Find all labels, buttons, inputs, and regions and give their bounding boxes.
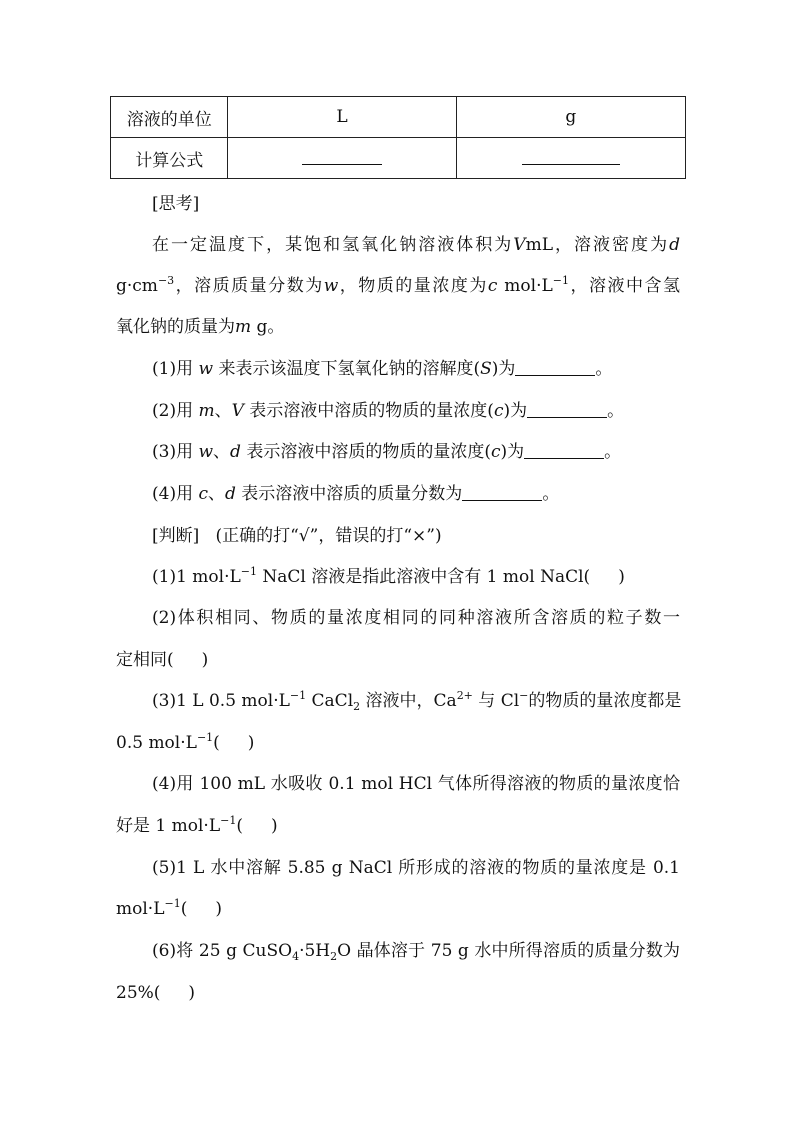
text: 与 Cl	[472, 691, 520, 711]
row-label: 溶液的单位	[111, 97, 228, 138]
table-row	[111, 138, 686, 179]
judge-item-3-line2	[116, 732, 254, 754]
superscript: −1	[196, 731, 214, 744]
answer-blank	[302, 146, 382, 165]
row-label: 计算公式	[111, 138, 228, 179]
text: 0.5 mol·L	[116, 733, 197, 753]
text: 25%(	[116, 983, 161, 1003]
text: 好是 1 mol·L	[116, 816, 221, 836]
answer-blank	[515, 359, 595, 376]
var: c	[198, 484, 209, 504]
question-1	[152, 358, 612, 380]
text: 。	[607, 401, 625, 421]
text: 。	[542, 484, 560, 504]
text: (3)用	[152, 442, 199, 462]
text: (	[213, 733, 220, 753]
think-para-line1	[152, 234, 680, 256]
superscript: −1	[552, 274, 569, 287]
think-para-line2	[116, 275, 680, 297]
judge-note: (正确的打“√”，错误的打“×”)	[215, 526, 442, 546]
var: w	[198, 442, 214, 462]
think-heading: [思考]	[152, 194, 200, 214]
text: 定相同(	[116, 650, 174, 670]
text: mol·L	[116, 899, 165, 919]
var: V	[231, 401, 244, 421]
judge-item-4-line2	[116, 815, 278, 837]
answer-blank	[524, 442, 604, 459]
judge-item-1	[152, 566, 625, 588]
text: )	[215, 899, 222, 919]
superscript: −	[519, 689, 529, 702]
text: )	[618, 567, 625, 587]
text: )	[201, 650, 209, 670]
units-table	[110, 96, 686, 179]
var: c	[490, 442, 501, 462]
cell-col2: g	[456, 97, 685, 138]
judge-item-3-line1	[152, 690, 680, 712]
subscript: 2	[330, 950, 338, 963]
var: w	[323, 276, 339, 296]
text: mL，溶液密度为	[525, 235, 670, 255]
text: ，溶液中含氢	[569, 276, 681, 296]
text: 表示溶液中溶质的质量分数为	[235, 484, 463, 504]
superscript: −1	[164, 897, 181, 910]
text: 。	[604, 442, 622, 462]
text: 。	[595, 359, 613, 379]
question-2	[152, 400, 624, 422]
superscript: −3	[157, 274, 175, 287]
judge-item-6-line1	[152, 940, 680, 962]
var: c	[487, 276, 498, 296]
text: (	[180, 899, 188, 919]
judge-heading-line	[152, 525, 442, 547]
text: 、	[208, 484, 226, 504]
text: 表示溶液中溶质的物质的量浓度(	[243, 401, 494, 421]
text: CaCl	[306, 691, 354, 711]
cell-col1: L	[228, 97, 456, 138]
var: w	[198, 359, 214, 379]
text: ，溶质质量分数为	[174, 276, 324, 296]
text: )为	[503, 401, 528, 421]
text: ，物质的量浓度为	[338, 276, 488, 296]
text: (1)用	[152, 359, 199, 379]
text: )	[188, 983, 196, 1003]
text: 溶液中，Ca	[360, 691, 457, 711]
subscript: 4	[292, 950, 300, 963]
formula-blank-1	[228, 138, 456, 179]
text: 在一定温度下，某饱和氢氧化钠溶液体积为	[152, 235, 514, 255]
text: (3)1 L 0.5 mol·L	[152, 691, 290, 711]
text: (2)用	[152, 401, 199, 421]
text: 、	[214, 401, 232, 421]
var: S	[480, 359, 492, 379]
judge-item-5-line1: (5)1 L 水中溶解 5.85 g NaCl 所形成的溶液的物质的量浓度是 0.1	[152, 858, 680, 878]
superscript: 2+	[456, 689, 473, 702]
text: )	[247, 733, 255, 753]
var: V	[513, 235, 526, 255]
text: 来表示该温度下氢氧化钠的溶解度(	[213, 359, 481, 379]
judge-item-5-line2	[116, 898, 222, 920]
text: (1)1 mol·L	[152, 567, 241, 587]
text: 表示溶液中溶质的物质的量浓度(	[240, 442, 491, 462]
var: c	[493, 401, 504, 421]
text: NaCl 溶液是指此溶液中含有 1 mol NaCl(	[257, 567, 591, 587]
answer-blank	[527, 401, 607, 418]
text: mol·L	[497, 276, 553, 296]
text: 的物质的量浓度都是	[528, 691, 682, 711]
text: (6)将 25 g CuSO	[152, 941, 293, 961]
judge-item-2-line1: (2)体积相同、物质的量浓度相同的同种溶液所含溶质的粒子数一	[152, 608, 680, 628]
answer-blank	[522, 146, 620, 165]
text: )为	[491, 359, 516, 379]
think-para-line3	[116, 316, 284, 338]
superscript: −1	[240, 565, 258, 578]
text: )	[270, 816, 278, 836]
var: d	[230, 442, 241, 462]
superscript: −1	[220, 814, 237, 827]
var: d	[225, 484, 236, 504]
text: (	[236, 816, 243, 836]
formula-blank-2	[456, 138, 685, 179]
answer-blank	[462, 484, 542, 501]
var: m	[198, 401, 215, 421]
judge-item-4-line1: (4)用 100 mL 水吸收 0.1 mol HCl 气体所得溶液的物质的量浓度恰	[152, 774, 680, 794]
text: 氧化钠的质量为	[116, 317, 235, 337]
superscript: −1	[289, 689, 307, 702]
judge-heading: [判断]	[152, 526, 200, 546]
judge-item-6-line2	[116, 982, 195, 1004]
judge-item-2-line2	[116, 649, 208, 671]
text: g。	[251, 317, 285, 337]
text: 、	[213, 442, 231, 462]
text: g·cm	[116, 276, 158, 296]
var: m	[235, 317, 252, 337]
question-3	[152, 441, 621, 463]
text: ·5H	[299, 941, 331, 961]
var: d	[669, 235, 680, 255]
question-4	[152, 483, 559, 505]
text: (4)用	[152, 484, 199, 504]
text: )为	[500, 442, 525, 462]
table-row	[111, 97, 686, 138]
subscript: 2	[353, 700, 361, 713]
text: O 晶体溶于 75 g 水中所得溶质的质量分数为	[337, 941, 680, 961]
